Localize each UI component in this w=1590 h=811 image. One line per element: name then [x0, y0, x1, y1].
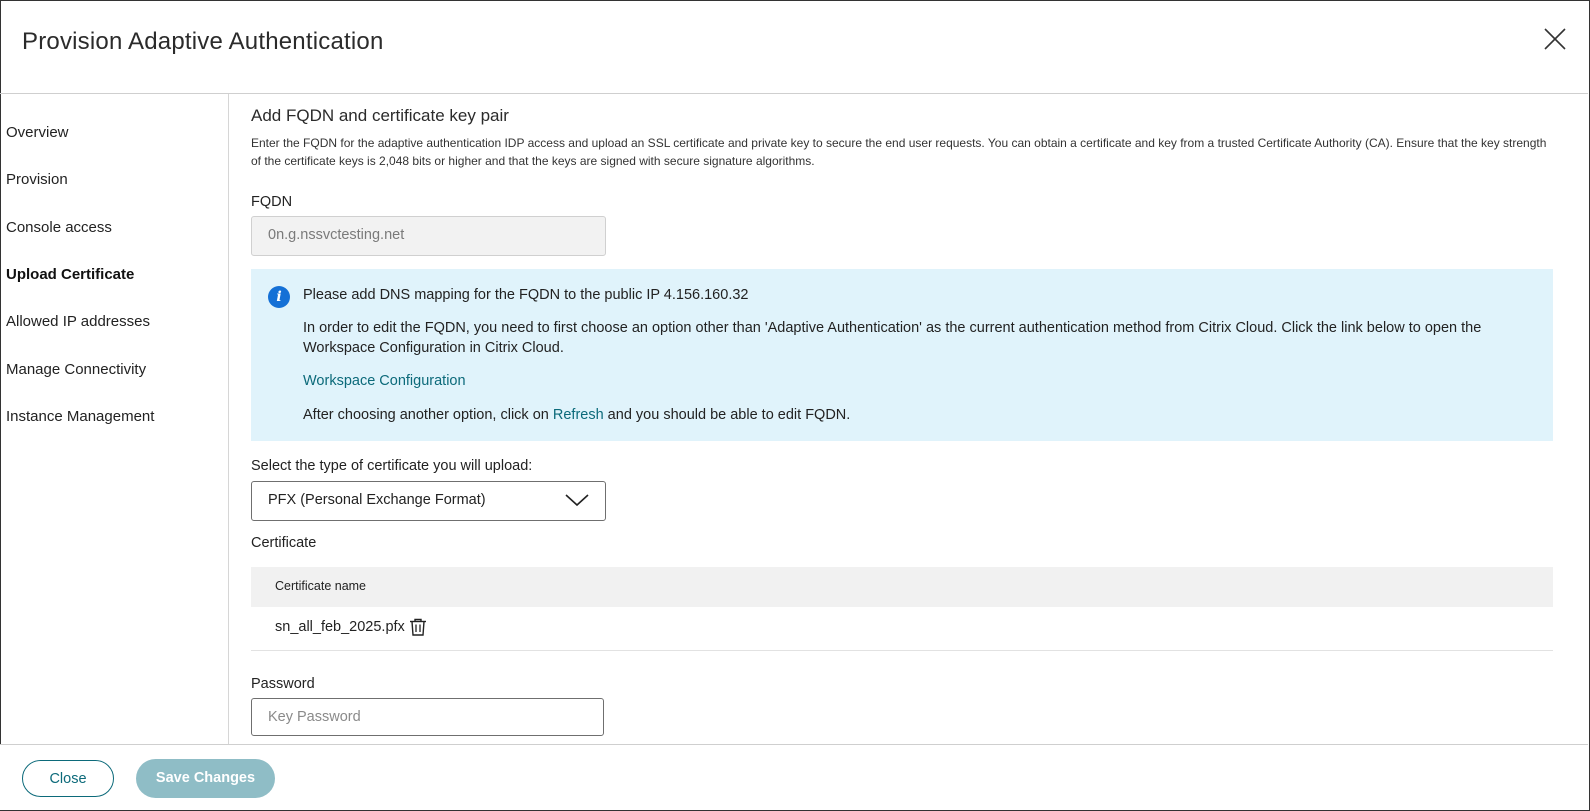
- fqdn-label: FQDN: [251, 194, 293, 210]
- dialog-title: Provision Adaptive Authentication: [22, 28, 384, 55]
- refresh-suffix: and you should be able to edit FQDN.: [603, 407, 851, 423]
- close-button[interactable]: Close: [22, 760, 114, 797]
- main-content: [229, 94, 1588, 744]
- refresh-link[interactable]: Refresh: [552, 407, 604, 423]
- info-banner: [251, 269, 1553, 441]
- sidebar-item-upload-certificate[interactable]: Upload Certificate: [6, 266, 135, 283]
- trash-icon[interactable]: [408, 617, 428, 637]
- section-description: Enter the FQDN for the adaptive authentication IDP access and upload an SSL certificate and private key to secure the end user requests. You can obtain a certificate and key from a trusted Certificate Authority (CA). Ensure that the key strength of the certificate keys is 2,048 bits or higher and that the keys are signed with secure signature algorithms.: [251, 136, 1547, 168]
- password-label: Password: [251, 676, 315, 692]
- sidebar-nav: [0, 94, 229, 744]
- info-edit-message: In order to edit the FQDN, you need to first choose an option other than 'Adaptive Authentication' as the current authentication method from Citrix Cloud. Click the link below to open the Workspace Configuration in Citrix Cloud.: [303, 320, 1482, 356]
- info-icon: i: [268, 286, 290, 308]
- fqdn-field: [251, 216, 606, 256]
- sidebar-item-overview[interactable]: Overview: [6, 124, 69, 141]
- certificate-name-column-header: Certificate name: [275, 579, 367, 593]
- info-refresh-message: [303, 405, 850, 425]
- certificate-file-name: sn_all_feb_2025.pfx: [275, 619, 405, 635]
- certificate-label: Certificate: [251, 535, 317, 551]
- save-changes-button[interactable]: Save Changes: [136, 759, 275, 798]
- cert-type-label: Select the type of certificate you will upload:: [251, 458, 533, 474]
- certificate-table-header: [251, 567, 1553, 607]
- sidebar-item-provision[interactable]: Provision: [6, 171, 68, 188]
- section-title: Add FQDN and certificate key pair: [251, 106, 509, 125]
- dialog-header: [0, 0, 1588, 94]
- close-icon[interactable]: [1540, 24, 1570, 54]
- chevron-down-icon: [565, 492, 589, 508]
- refresh-prefix: After choosing another option, click on: [303, 407, 553, 423]
- sidebar-item-instance-management[interactable]: Instance Management: [6, 408, 155, 425]
- password-input[interactable]: [251, 698, 604, 736]
- table-row: [251, 607, 1553, 651]
- sidebar-item-manage-connectivity[interactable]: Manage Connectivity: [6, 361, 147, 378]
- cert-type-select[interactable]: [251, 481, 606, 521]
- info-dns-message: Please add DNS mapping for the FQDN to the public IP 4.156.160.32: [303, 287, 749, 303]
- sidebar-item-console-access[interactable]: Console access: [6, 219, 112, 236]
- dialog-footer: [0, 744, 1588, 810]
- sidebar-item-allowed-ip-addresses[interactable]: Allowed IP addresses: [6, 313, 150, 330]
- fqdn-value: 0n.g.nssvctesting.net: [268, 227, 405, 243]
- workspace-configuration-link[interactable]: Workspace Configuration: [303, 373, 466, 389]
- cert-type-selected-value: PFX (Personal Exchange Format): [268, 492, 486, 508]
